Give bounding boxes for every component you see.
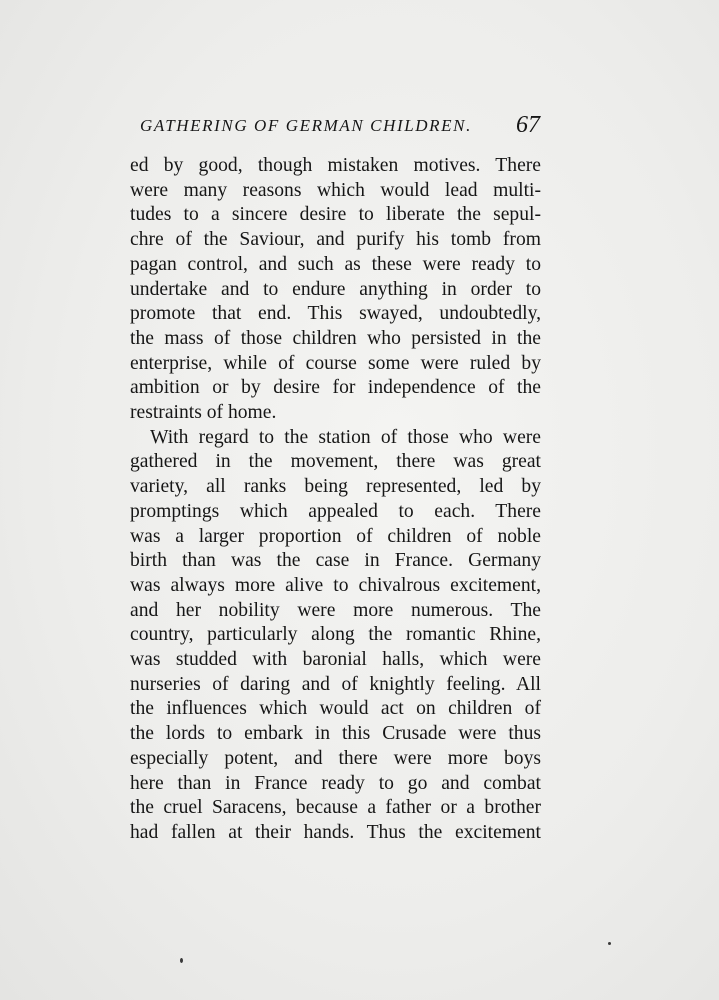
text-line: especially potent, and there were more boys — [130, 747, 541, 769]
text-line: here than in France ready to go and combat — [130, 772, 541, 794]
text-line: promptings which appealed to each. There — [130, 500, 541, 522]
text-line: tudes to a sincere desire to liberate the sepul- — [130, 204, 541, 226]
text-line: ed by good, though mistaken motives. There — [130, 155, 541, 176]
text-line: the lords to embark in this Crusade were thus — [130, 723, 541, 745]
text-line: enterprise, while of course some were ruled by — [130, 352, 541, 374]
text-line: gathered in the movement, there was great — [130, 451, 541, 473]
text-line: nurseries of daring and of knightly feeling. All — [130, 673, 541, 695]
text-line: was a larger proportion of children of noble — [130, 525, 541, 547]
text-line-paragraph-start: With regard to the station of those who were — [150, 426, 541, 448]
running-title: GATHERING OF GERMAN CHILDREN. — [140, 116, 472, 135]
body-text — [130, 154, 541, 846]
text-line: birth than was the case in France. Germany — [130, 550, 541, 572]
text-line: was always more alive to chivalrous excitement, — [130, 574, 541, 596]
text-line: pagan control, and such as these were ready to — [130, 253, 541, 275]
text-line: the mass of those children who persisted in the — [130, 327, 541, 349]
text-line: chre of the Saviour, and purify his tomb from — [130, 229, 541, 251]
text-line: was studded with baronial halls, which were — [130, 649, 541, 671]
text-line: and her nobility were more numerous. The — [130, 599, 541, 621]
text-line: variety, all ranks being represented, led by — [130, 476, 541, 498]
text-line: the influences which would act on children of — [130, 698, 541, 720]
paper-speck — [608, 942, 611, 945]
text-line: had fallen at their hands. Thus the excitement — [130, 821, 541, 843]
text-line: ambition or by desire for independence of the — [130, 377, 541, 399]
text-line-paragraph-end: restraints of home. — [130, 402, 277, 424]
page-number: 67 — [516, 112, 540, 138]
text-line: were many reasons which would lead multi- — [130, 179, 541, 201]
running-head — [140, 114, 540, 144]
text-line: undertake and to endure anything in order to — [130, 278, 541, 300]
paper-speck — [180, 958, 183, 963]
text-line: promote that end. This swayed, undoubtedly, — [130, 303, 541, 325]
text-line: country, particularly along the romantic Rhine, — [130, 624, 541, 646]
text-line: the cruel Saracens, because a father or a brother — [130, 797, 541, 819]
